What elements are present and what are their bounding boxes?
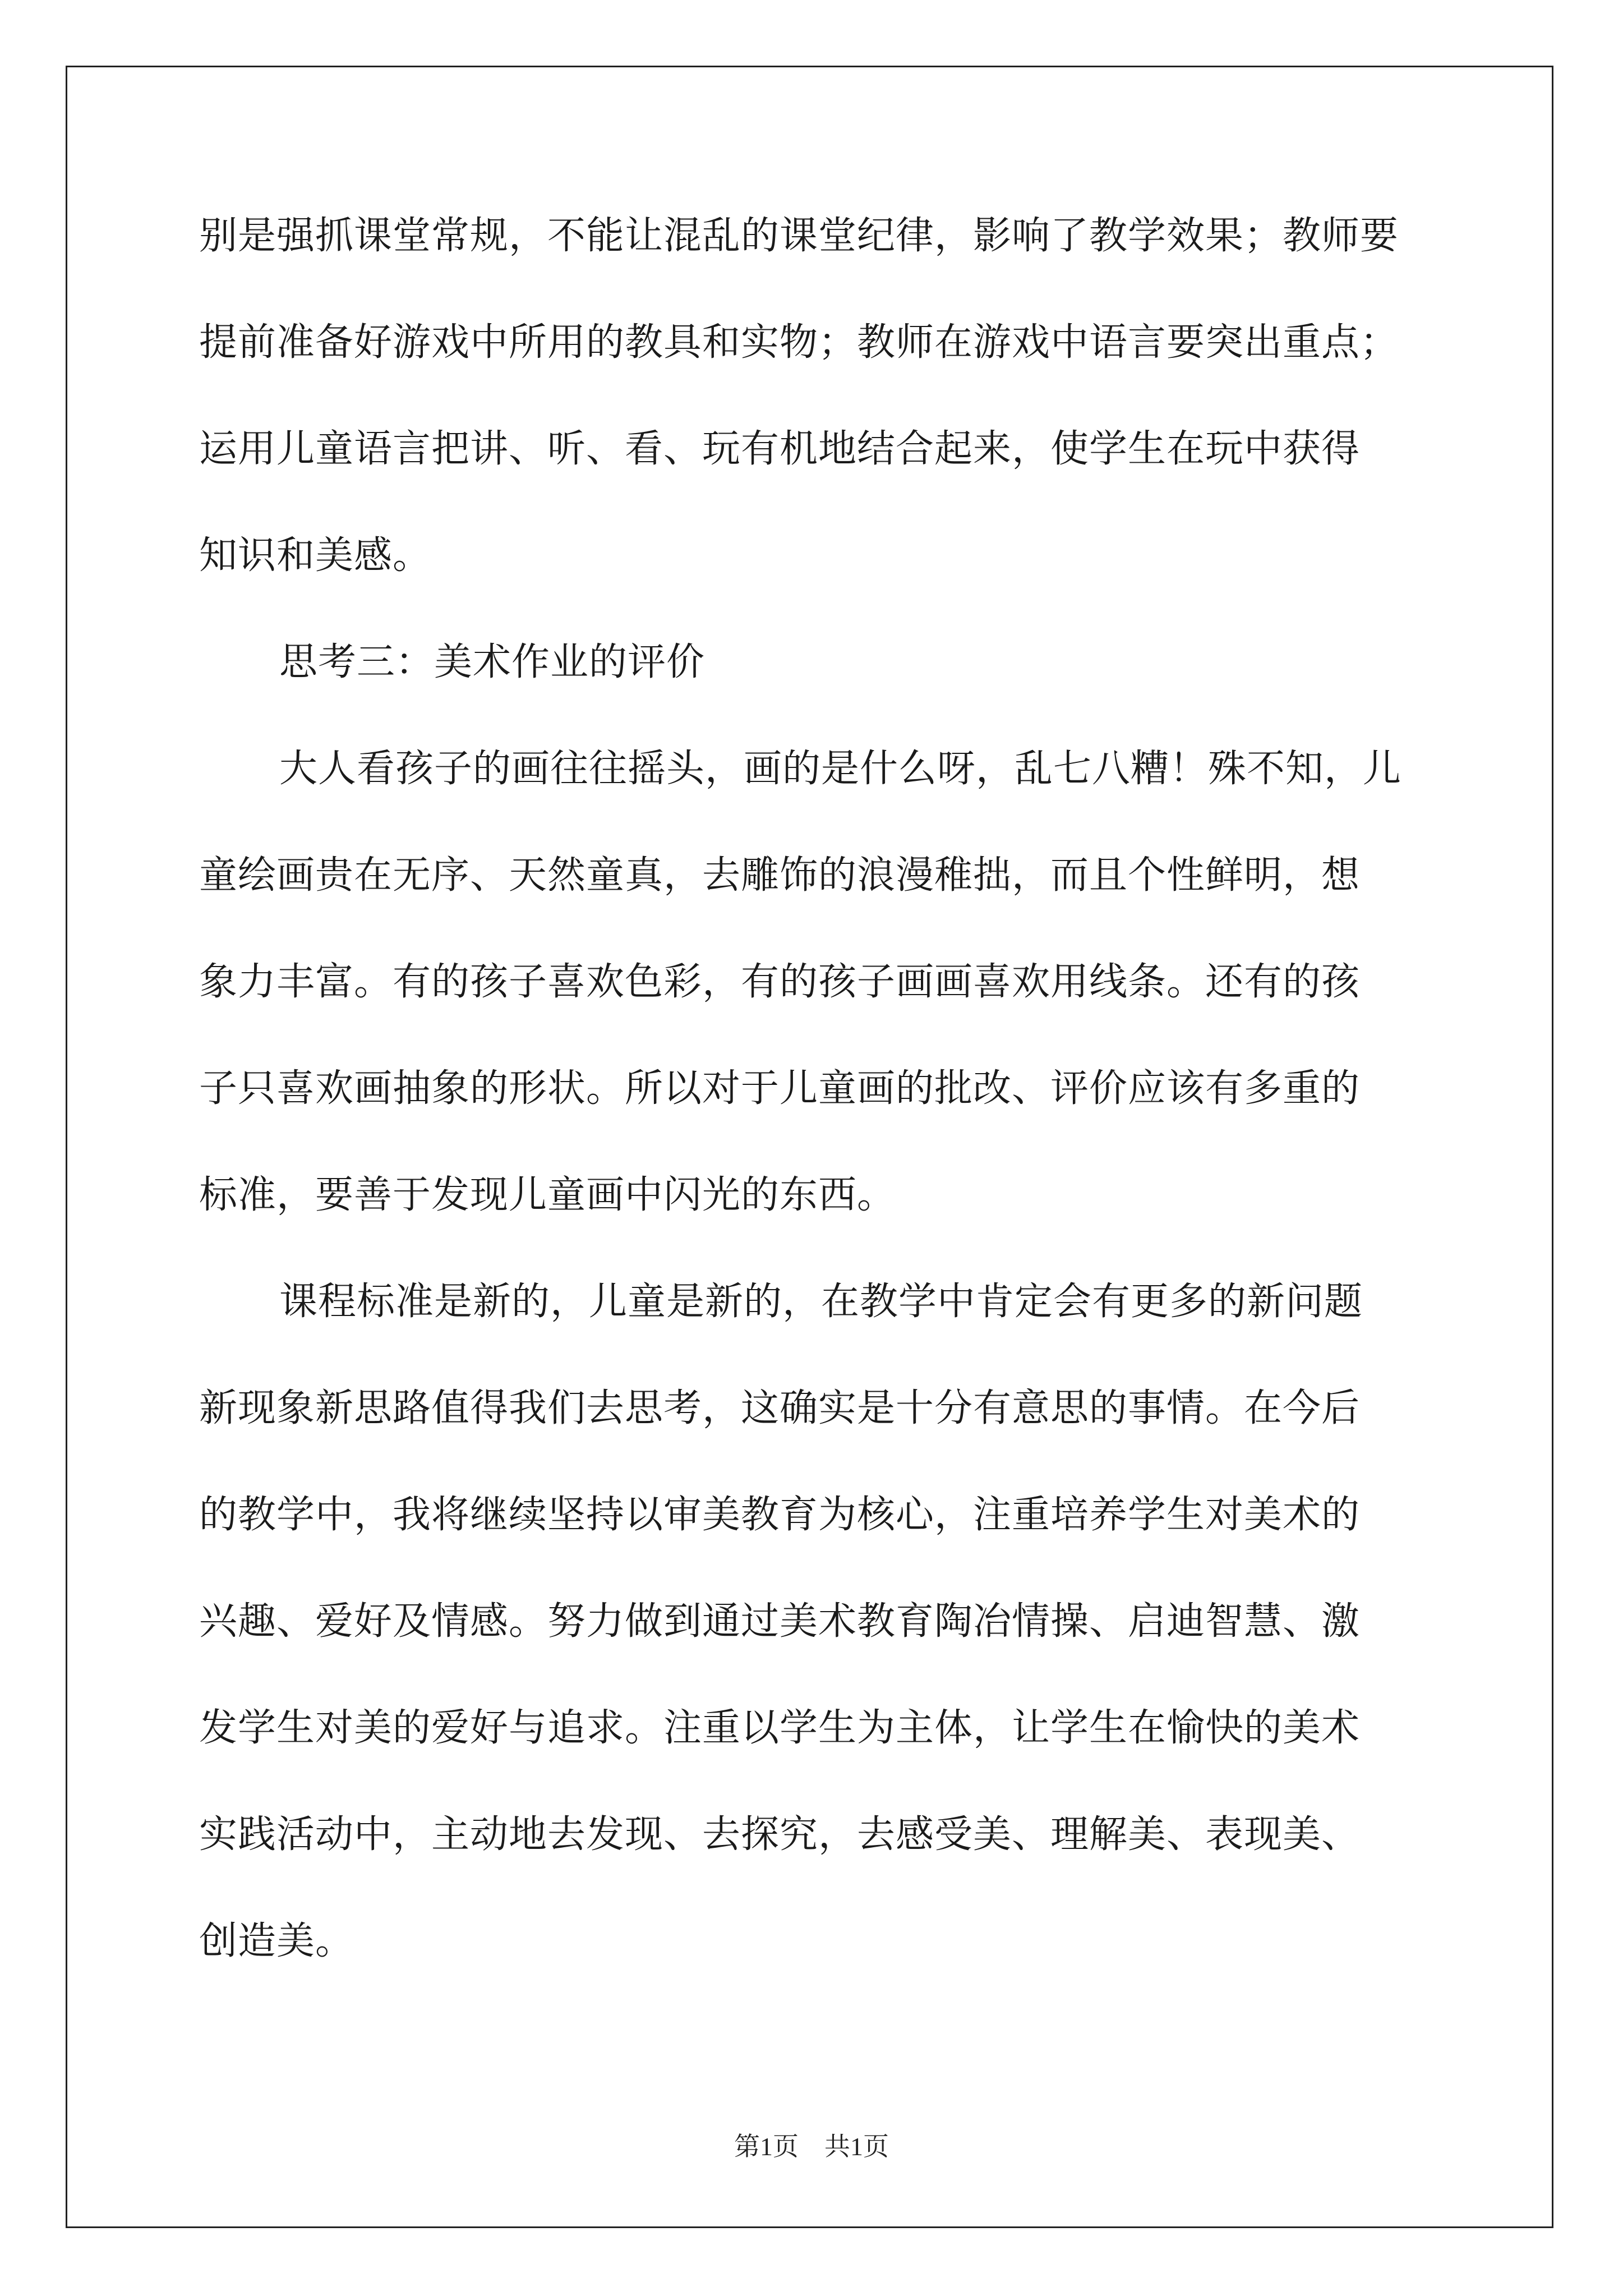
text-line: 知识和美感。 (199, 533, 432, 578)
text-line: 象力丰富。有的孩子喜欢色彩，有的孩子画画喜欢用线条。还有的孩 (199, 960, 1361, 1004)
text-line: 别是强抓课堂常规，不能让混乱的课堂纪律，影响了教学效果；教师要 (199, 214, 1399, 258)
text-line: 的教学中，我将继续坚持以审美教育为核心，注重培养学生对美术的 (199, 1493, 1361, 1537)
text-line: 童绘画贵在无序、天然童真，去雕饰的浪漫稚拙，而且个性鲜明，想 (199, 853, 1361, 898)
text-line: 标准，要善于发现儿童画中闪光的东西。 (199, 1173, 896, 1217)
paragraph-start-line: 课程标准是新的，儿童是新的，在教学中肯定会有更多的新问题 (279, 1280, 1363, 1324)
section-heading: 思考三：美术作业的评价 (279, 640, 706, 684)
text-line: 新现象新思路值得我们去思考，这确实是十分有意思的事情。在今后 (199, 1386, 1361, 1430)
text-line: 发学生对美的爱好与追求。注重以学生为主体，让学生在愉快的美术 (199, 1706, 1361, 1750)
text-line: 创造美。 (199, 1919, 354, 1963)
text-line: 兴趣、爱好及情感。努力做到通过美术教育陶冶情操、启迪智慧、激 (199, 1599, 1361, 1644)
text-line: 提前准备好游戏中所用的教具和实物；教师在游戏中语言要突出重点； (199, 320, 1399, 365)
page-number-footer: 第1页 共1页 (734, 2132, 889, 2161)
document-body (199, 211, 1433, 2023)
text-line: 运用儿童语言把讲、听、看、玩有机地结合起来，使学生在玩中获得 (199, 427, 1361, 471)
text-line: 实践活动中，主动地去发现、去探究，去感受美、理解美、表现美、 (199, 1812, 1361, 1857)
paragraph-start-line: 大人看孩子的画往往摇头，画的是什么呀，乱七八糟！殊不知，儿 (279, 747, 1402, 791)
text-line: 子只喜欢画抽象的形状。所以对于儿童画的批改、评价应该有多重的 (199, 1066, 1361, 1111)
